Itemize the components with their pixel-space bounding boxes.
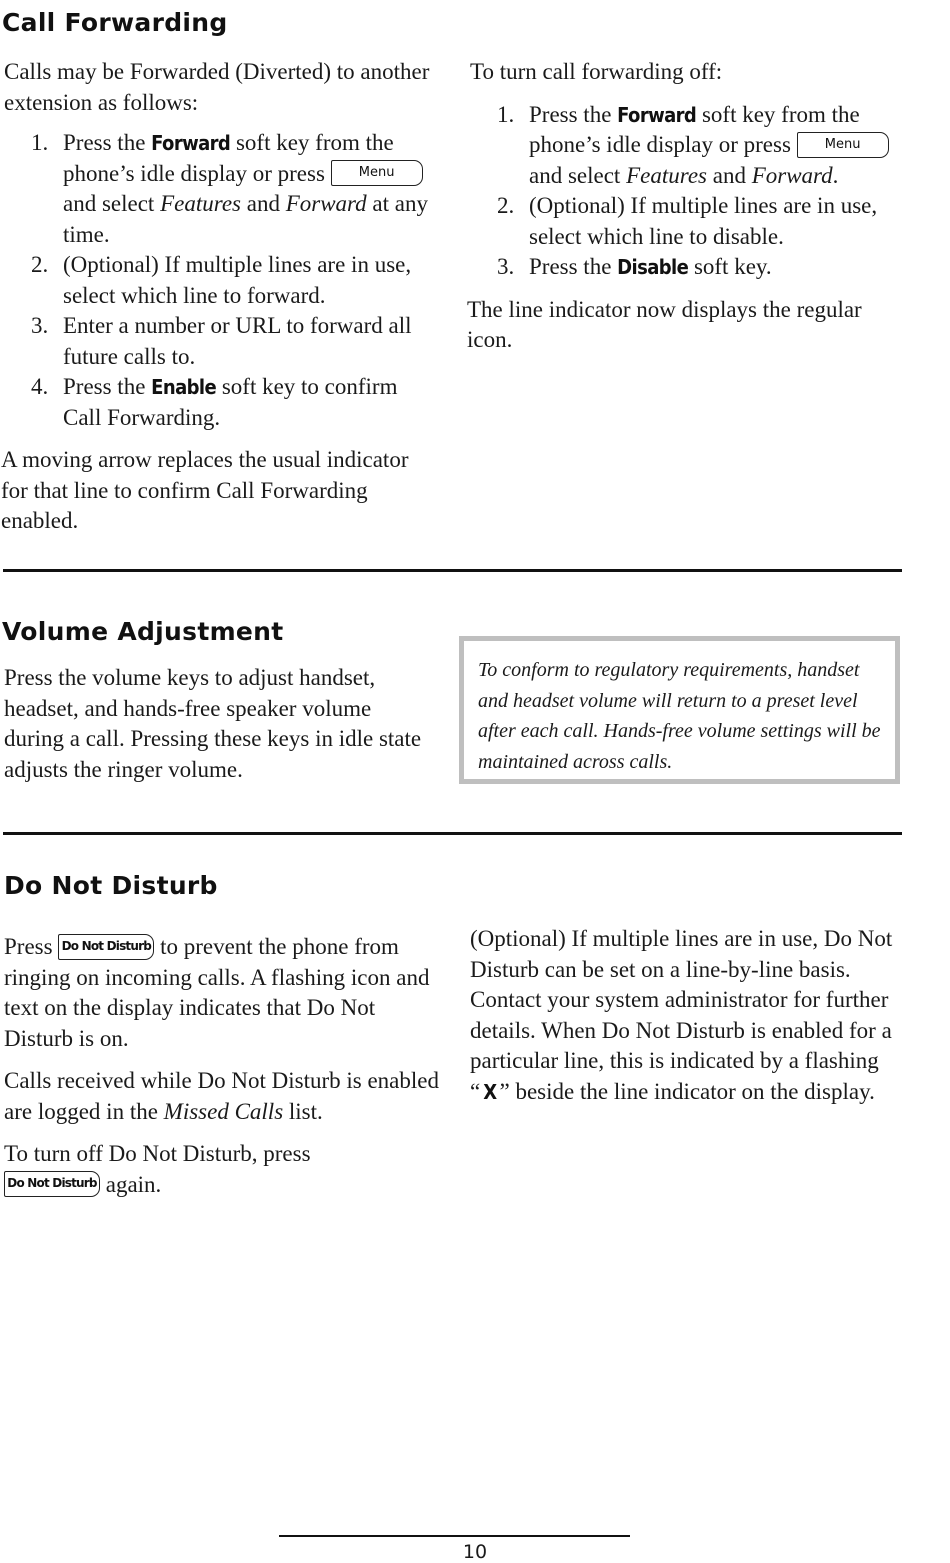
step-number: 2. bbox=[31, 252, 49, 277]
do-not-disturb-key-icon: Do Not Disturb bbox=[4, 1171, 100, 1197]
call-forwarding-after-text: A moving arrow replaces the usual indicator for that line to confirm Call Forwarding enabled. bbox=[1, 447, 409, 533]
do-not-disturb-key-icon: Do Not Disturb bbox=[58, 934, 154, 960]
call-forwarding-left-column bbox=[1, 57, 434, 537]
step-text: Press the bbox=[63, 130, 146, 155]
footer-rule bbox=[279, 1535, 630, 1537]
section-divider bbox=[3, 569, 902, 572]
regulatory-note-text: To conform to regulatory requirements, handset and headset volume will return to a preset level after each call. Hands-free volume settings will be maintained across calls. bbox=[478, 659, 881, 773]
dnd-text: (Optional) If multiple lines are in use, Do Not Disturb can be set on a line-by-line basis. Contact your system administrator for further details. When Do Not Disturb is enabled for a particular line, this is indicated by a flashing “ bbox=[470, 926, 893, 1104]
section-divider bbox=[3, 832, 902, 835]
step-text: Press the bbox=[529, 101, 612, 127]
dnd-text: to prevent the phone from ringing on incoming calls. A flashing icon and text on the display indicates that Do Not Disturb is on. bbox=[4, 934, 430, 1051]
dnd-text: To turn off Do Not Disturb, press bbox=[4, 1141, 311, 1166]
features-menu-name: Features bbox=[626, 162, 707, 188]
disable-soft-key-label: Disable bbox=[617, 255, 689, 279]
menu-key-icon: Menu bbox=[797, 132, 889, 158]
dnd-text: ” beside the line indicator on the display. bbox=[499, 1078, 875, 1104]
section-heading-volume-adjustment: Volume Adjustment bbox=[2, 617, 284, 646]
dnd-paragraph-3 bbox=[4, 1139, 444, 1200]
step-text: soft key. bbox=[693, 254, 772, 279]
step-number: 3. bbox=[31, 313, 49, 338]
regulatory-note-box bbox=[459, 636, 900, 784]
step-text: soft key from the phone’s idle display or press bbox=[529, 101, 860, 157]
dnd-text: again. bbox=[105, 1171, 162, 1197]
step-item bbox=[4, 372, 434, 433]
forwarding-off-steps bbox=[470, 100, 910, 283]
step-text: soft key from the phone’s idle display or press bbox=[63, 130, 394, 186]
features-menu-name: Features bbox=[160, 191, 241, 216]
step-text: and bbox=[712, 162, 746, 188]
step-item bbox=[470, 252, 910, 283]
step-number: 1. bbox=[497, 101, 515, 127]
volume-adjustment-body bbox=[4, 663, 434, 785]
call-forwarding-intro: Calls may be Forwarded (Diverted) to another extension as follows: bbox=[4, 59, 430, 115]
forward-soft-key-label: Forward bbox=[617, 102, 697, 127]
step-text: . bbox=[832, 162, 839, 188]
do-not-disturb-right-column bbox=[470, 924, 902, 1107]
step-number: 2. bbox=[497, 193, 515, 218]
step-item bbox=[470, 191, 910, 252]
step-text: Press the bbox=[529, 254, 612, 279]
flashing-x-symbol: X bbox=[483, 1079, 497, 1104]
step-text: (Optional) If multiple lines are in use, select which line to forward. bbox=[63, 252, 412, 308]
step-item bbox=[470, 100, 910, 192]
step-text: soft key to confirm Call Forwarding. bbox=[63, 374, 398, 430]
step-item bbox=[4, 250, 434, 311]
section-heading-call-forwarding: Call Forwarding bbox=[2, 8, 228, 37]
forward-soft-key-label: Forward bbox=[151, 131, 231, 155]
volume-adjustment-text: Press the volume keys to adjust handset, headset, and hands-free speaker volume during a call. Pressing these keys in idle state adjusts the ringer volume. bbox=[4, 665, 422, 782]
dnd-paragraph-1 bbox=[4, 932, 444, 1054]
step-text: Enter a number or URL to forward all future calls to. bbox=[63, 313, 412, 369]
step-text: and select bbox=[529, 162, 621, 188]
missed-calls-list-name: Missed Calls bbox=[163, 1098, 284, 1124]
dnd-paragraph-2 bbox=[4, 1066, 444, 1127]
page-number: 10 bbox=[462, 1541, 488, 1563]
step-text: (Optional) If multiple lines are in use, select which line to disable. bbox=[529, 193, 878, 249]
forwarding-off-intro: To turn call forwarding off: bbox=[470, 59, 723, 84]
step-number: 4. bbox=[31, 374, 49, 399]
step-number: 3. bbox=[497, 254, 515, 279]
step-text: at any time. bbox=[63, 191, 428, 247]
forwarding-on-steps bbox=[4, 128, 434, 433]
do-not-disturb-left-column bbox=[4, 932, 444, 1200]
step-item bbox=[4, 311, 434, 372]
dnd-text: Calls received while Do Not Disturb is enabled are logged in the bbox=[4, 1068, 439, 1124]
section-heading-do-not-disturb: Do Not Disturb bbox=[4, 871, 218, 900]
forward-menu-name: Forward bbox=[751, 162, 833, 188]
menu-key-icon: Menu bbox=[331, 160, 423, 186]
enable-soft-key-label: Enable bbox=[151, 375, 217, 399]
dnd-text: Press bbox=[4, 934, 53, 959]
forwarding-off-after-text: The line indicator now displays the regular icon. bbox=[467, 296, 862, 352]
step-text: Press the bbox=[63, 374, 146, 399]
dnd-multiline-paragraph bbox=[470, 924, 902, 1107]
forward-menu-name: Forward bbox=[285, 191, 367, 216]
step-number: 1. bbox=[31, 130, 49, 155]
step-item bbox=[4, 128, 434, 250]
dnd-text: list. bbox=[288, 1098, 323, 1124]
step-text: and bbox=[246, 191, 280, 216]
call-forwarding-right-column bbox=[467, 57, 910, 356]
step-text: and select bbox=[63, 191, 155, 216]
